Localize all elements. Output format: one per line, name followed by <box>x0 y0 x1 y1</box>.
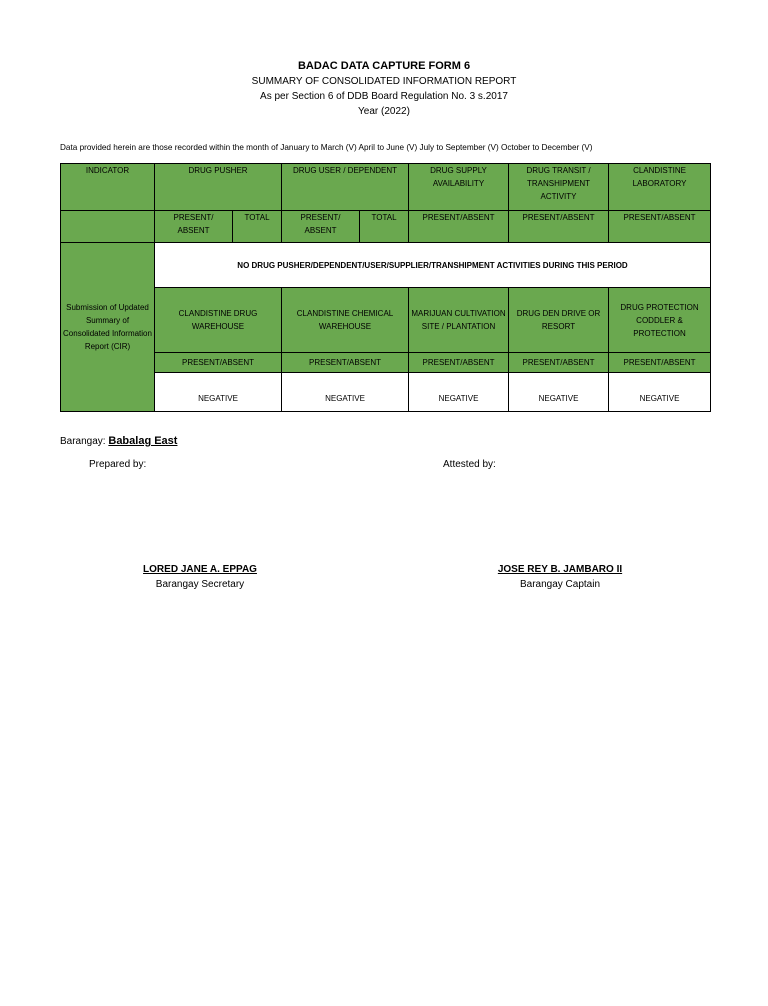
header-drug-den: DRUG DEN DRIVE OR RESORT <box>509 288 609 353</box>
lab-present-absent: PRESENT/ABSENT <box>609 211 711 243</box>
report-year: Year (2022) <box>358 106 410 117</box>
marijuana-present-absent: PRESENT/ABSENT <box>409 353 509 373</box>
pusher-present-absent: PRESENT/ ABSENT <box>155 211 233 243</box>
signature-captain <box>470 562 650 592</box>
header-coddler: DRUG PROTECTION CODDLER & PROTECTION <box>609 288 711 353</box>
header-drug-supply: DRUG SUPPLY AVAILABILITY <box>409 164 509 211</box>
den-result: NEGATIVE <box>509 373 609 412</box>
captain-role: Barangay Captain <box>519 579 601 590</box>
header-drug-pusher: DRUG PUSHER <box>155 164 282 211</box>
barangay-name: Babalag East <box>108 435 178 447</box>
summary-table <box>60 163 711 412</box>
header-marijuana-site: MARIJUAN CULTIVATION SITE / PLANTATION <box>409 288 509 353</box>
chemical-result: NEGATIVE <box>282 373 409 412</box>
indicator-header: INDICATOR <box>61 164 155 211</box>
regulation-reference: As per Section 6 of DDB Board Regulation No. 3 s.2017 <box>260 91 508 102</box>
transit-present-absent: PRESENT/ABSENT <box>509 211 609 243</box>
warehouse-result: NEGATIVE <box>155 373 282 412</box>
supply-present-absent: PRESENT/ABSENT <box>409 211 509 243</box>
header-chemical-warehouse: CLANDISTINE CHEMICAL WAREHOUSE <box>282 288 409 353</box>
header-drug-warehouse: CLANDISTINE DRUG WAREHOUSE <box>155 288 282 353</box>
barangay-label: Barangay: <box>60 436 106 447</box>
indicator-label: Submission of Updated Summary of Consolidated Information Report (CIR) <box>61 243 155 412</box>
user-present-absent: PRESENT/ ABSENT <box>282 211 360 243</box>
no-activity-banner: NO DRUG PUSHER/DEPENDENT/USER/SUPPLIER/TRANSHIPMENT ACTIVITIES DURING THIS PERIOD <box>155 243 711 288</box>
den-present-absent: PRESENT/ABSENT <box>509 353 609 373</box>
coddler-result: NEGATIVE <box>609 373 711 412</box>
form-header <box>0 59 768 119</box>
header-clandestine-lab: CLANDISTINE LABORATORY <box>609 164 711 211</box>
period-note: Data provided herein are those recorded within the month of January to March (V) April to June (V) July to September (V) October to December (V) <box>60 143 593 152</box>
form-subtitle: SUMMARY OF CONSOLIDATED INFORMATION REPORT <box>251 76 517 87</box>
marijuana-result: NEGATIVE <box>409 373 509 412</box>
header-drug-user: DRUG USER / DEPENDENT <box>282 164 409 211</box>
chemical-present-absent: PRESENT/ABSENT <box>282 353 409 373</box>
secretary-role: Barangay Secretary <box>155 579 245 590</box>
header-drug-transit: DRUG TRANSIT / TRANSHIPMENT ACTIVITY <box>509 164 609 211</box>
warehouse-present-absent: PRESENT/ABSENT <box>155 353 282 373</box>
captain-name: JOSE REY B. JAMBARO II <box>497 564 623 575</box>
attested-by-label: Attested by: <box>443 459 496 470</box>
secretary-name: LORED JANE A. EPPAG <box>143 564 257 575</box>
prepared-by-label: Prepared by: <box>89 459 147 470</box>
indicator-header-blank <box>61 211 155 243</box>
form-title: BADAC DATA CAPTURE FORM 6 <box>297 60 471 72</box>
coddler-present-absent: PRESENT/ABSENT <box>609 353 711 373</box>
signature-secretary <box>120 562 280 592</box>
pusher-total: TOTAL <box>233 211 282 243</box>
user-total: TOTAL <box>360 211 409 243</box>
barangay-line <box>60 435 177 447</box>
